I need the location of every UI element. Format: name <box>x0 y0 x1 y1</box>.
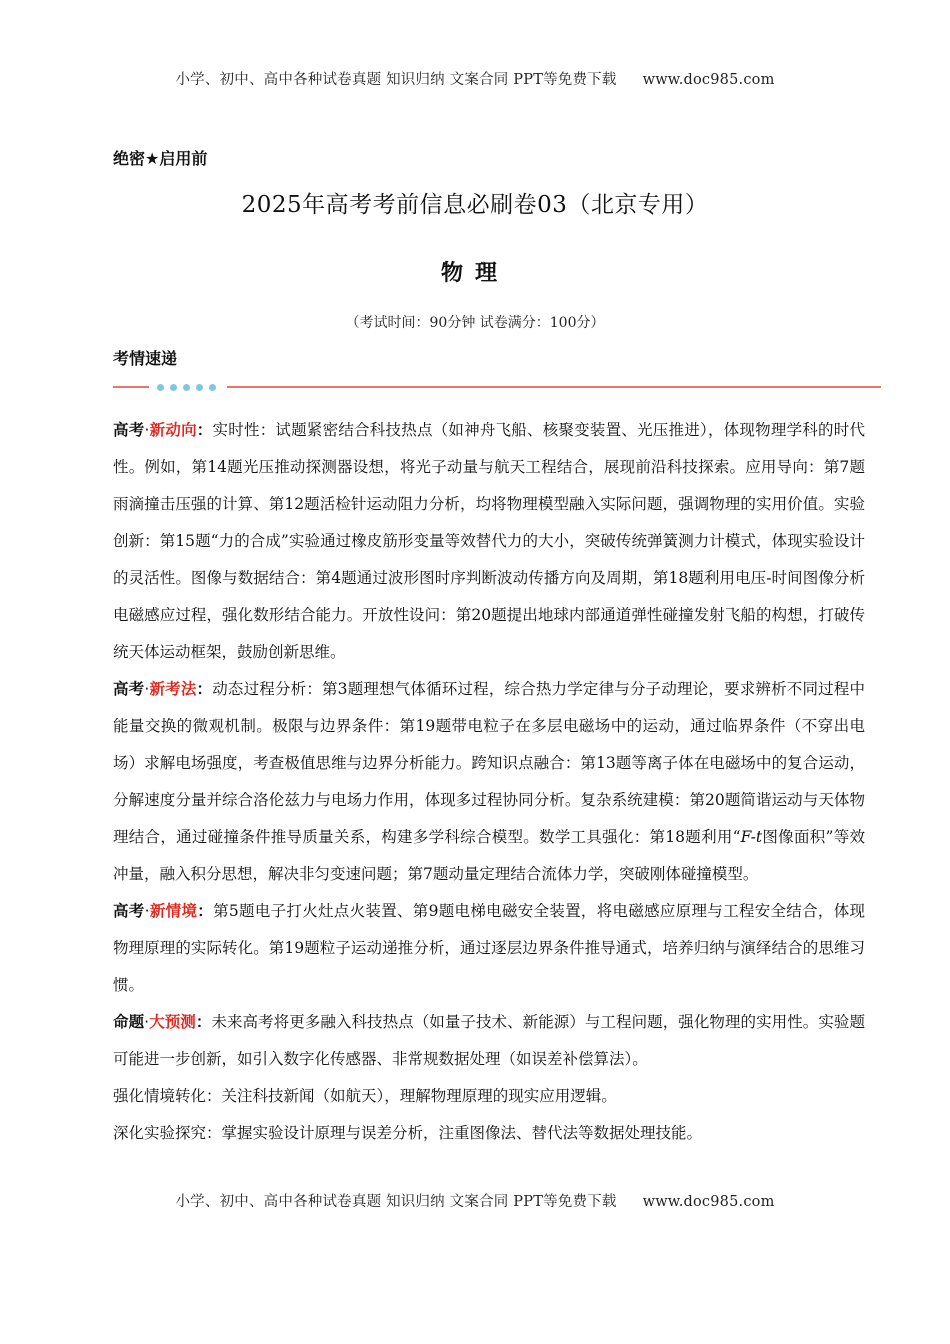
paragraph-text: 动态过程分析：第3题理想气体循环过程，综合热力学定律与分子动理论，要求辨析不同过程中能量交换的微观机制。极限与边界条件：第19题带电粒子在多层电磁场中的运动，通过临界条件（不穿出电场）求解电场强度，考查极值思维与边界分析能力。跨知识点融合：第13题等离子体在电磁场中的复合运动，分解速度分量并综合洛伦兹力与电场力作用，体现多过程协同分析。复杂系统建模：第20题简谐运动与天体物理结合，通过碰撞条件推导质量关系，构建多学科综合模型。数学工具强化：第18题利用“ <box>113 680 865 846</box>
exam-title: 2025年高考考前信息必刷卷03（北京专用） <box>241 192 709 218</box>
paragraph-text: 实时性：试题紧密结合科技热点（如神舟飞船、核聚变装置、光压推进），体现物理学科的时代性。例如，第14题光压推动探测器设想，将光子动量与航天工程结合，展现前沿科技探索。应用导向：第7题雨滴撞击压强的计算、第12题活检针运动阻力分析，均将物理模型融入实际问题，强调物理的实用价值。实验创新：第15题“力的合成”实验通过橡皮筋形变量等效替代力的大小，突破传统弹簧测力计模式，体现实验设计的灵活性。图像与数据结合：第4题通过波形图时序判断波动传播方向及周期，第18题利用电压-时间图像分析电磁感应过程，强化数形结合能力。开放性设问：第20题提出地球内部通道弹性碰撞发射飞船的构想，打破传统天体运动框架，鼓励创新思维。 <box>113 421 865 661</box>
footer-note <box>0 1190 950 1211</box>
label-separator: · <box>144 421 150 439</box>
divider-dot <box>170 384 177 391</box>
exam-info: （考试时间：90分钟 试卷满分：100分） <box>345 315 605 331</box>
label-highlight: 新考法 <box>149 680 197 698</box>
formula-italic: F-t <box>740 828 763 846</box>
label-colon: ： <box>196 680 213 698</box>
header-note-text: 小学、初中、高中各种试卷真题 知识归纳 文案合同 PPT等免费下载 <box>175 72 617 88</box>
confidential-label: 绝密★启用前 <box>113 149 208 168</box>
label-highlight: 大预测 <box>149 1013 196 1031</box>
divider-dot <box>183 384 190 391</box>
paragraph-text: 未来高考将更多融入科技热点（如量子技术、新能源）与工程问题，强化物理的实用性。实验题可能进一步创新，如引入数字化传感器、非常规数据处理（如误差补偿算法）。 <box>113 1013 865 1068</box>
footer-site-link[interactable]: www.doc985.com <box>642 1194 775 1210</box>
label-prefix: 命题 <box>113 1013 145 1031</box>
section-heading: 考情速递 <box>113 349 178 368</box>
footer-note-text: 小学、初中、高中各种试卷真题 知识归纳 文案合同 PPT等免费下载 <box>175 1194 617 1210</box>
paragraph-new-method <box>113 671 865 893</box>
paragraph-advice-experiment: 深化实验探究：掌握实验设计原理与误差分析，注重图像法、替代法等数据处理技能。 <box>113 1124 703 1142</box>
label-separator: · <box>144 680 150 698</box>
divider-dot <box>157 384 164 391</box>
divider-dot <box>209 384 216 391</box>
label-colon: ： <box>196 421 213 439</box>
paragraph-text-continued: 图像面积”等效冲量，融入积分思想，解决非匀变速问题；第7题动量定理结合流体力学，突破刚体碰撞模型。 <box>113 828 865 883</box>
section-divider <box>113 380 881 394</box>
divider-dots <box>157 381 216 393</box>
paragraph-label <box>113 1013 211 1031</box>
divider-line-left <box>113 386 149 388</box>
label-separator: · <box>144 1013 150 1031</box>
divider-line-right <box>227 386 881 388</box>
label-prefix: 高考 <box>113 680 145 698</box>
label-highlight: 新动向 <box>149 421 197 439</box>
paragraph-new-context <box>113 893 865 1004</box>
label-colon: ： <box>197 902 214 920</box>
paragraph-prediction <box>113 1004 865 1078</box>
header-site-link[interactable]: www.doc985.com <box>642 72 775 88</box>
label-separator: · <box>144 902 150 920</box>
paragraph-new-trend <box>113 412 865 671</box>
paragraph-label <box>113 902 213 920</box>
label-highlight: 新情境 <box>149 902 198 920</box>
label-prefix: 高考 <box>113 421 145 439</box>
header-note <box>0 68 950 89</box>
paragraph-advice-context: 强化情境转化：关注科技新闻（如航天），理解物理原理的现实应用逻辑。 <box>113 1087 617 1105</box>
paragraph-text: 第5题电子打火灶点火装置、第9题电梯电磁安全装置，将电磁感应原理与工程安全结合，体现物理原理的实际转化。第19题粒子运动递推分析，通过逐层边界条件推导通式，培养归纳与演绎结合的思维习惯。 <box>113 902 865 994</box>
label-colon: ： <box>195 1013 212 1031</box>
subject-title: 物理 <box>440 261 509 286</box>
paragraph-label <box>113 680 212 698</box>
divider-dot <box>196 384 203 391</box>
paragraph-label <box>113 421 213 439</box>
label-prefix: 高考 <box>113 902 145 920</box>
article-body <box>113 412 865 1152</box>
